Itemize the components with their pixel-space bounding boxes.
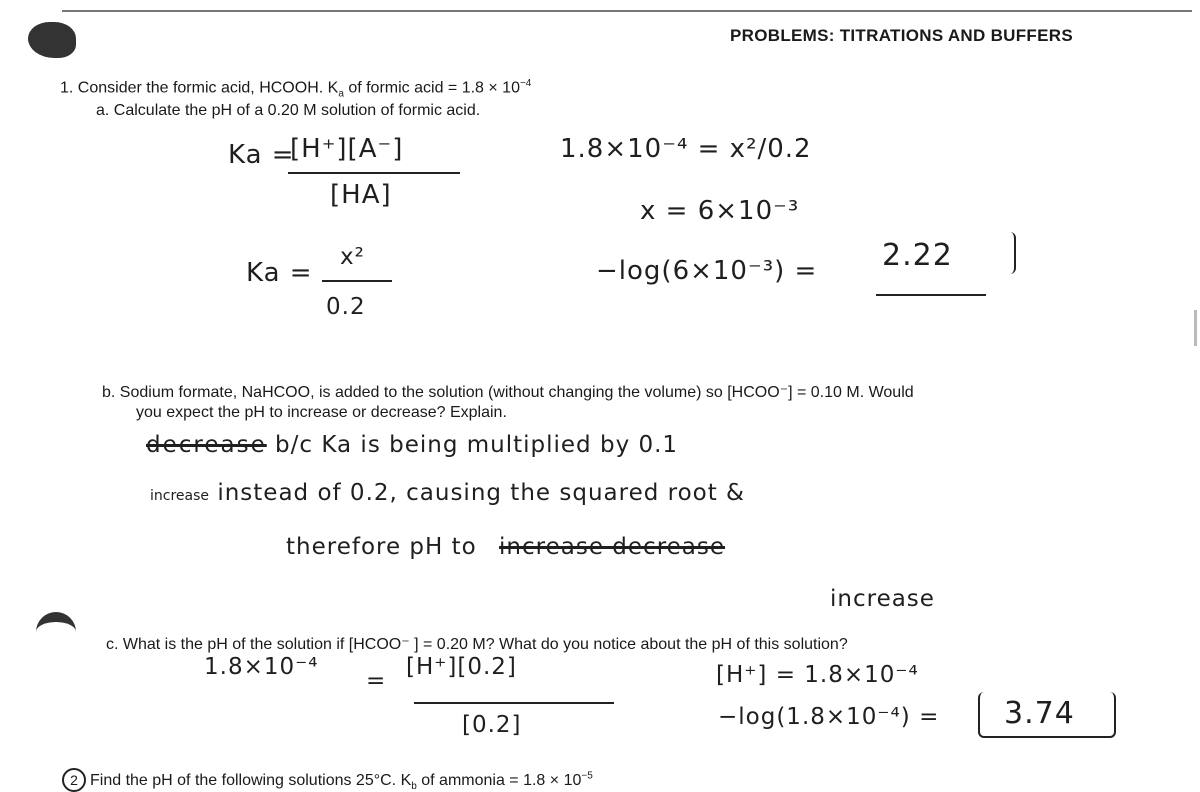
- q1-stem: [60, 78, 531, 100]
- q1a-ka2-lhs: Ka =: [246, 258, 313, 288]
- q2-stem-text: Find the pH of the following solutions 25°C. K: [90, 772, 412, 789]
- q1c-denominator: [0.2]: [462, 712, 522, 738]
- q1-stem-tail: of formic acid = 1.8 × 10: [343, 79, 520, 97]
- q1a-ka2-denominator: 0.2: [326, 294, 366, 320]
- q1a-answer-underline: [876, 294, 986, 296]
- q1b-answer-line3: [286, 534, 725, 560]
- q1c-log: −log(1.8×10⁻⁴) =: [718, 704, 940, 730]
- q1c-answer: 3.74: [1004, 696, 1075, 731]
- q1b-struck-word-2: increase decrease: [499, 534, 726, 560]
- q1a-eq2: x = 6×10⁻³: [640, 196, 800, 226]
- q1a-ka-denominator: [HA]: [330, 180, 392, 210]
- margin-mark: [1194, 310, 1197, 346]
- q1b-answer-line2: [150, 480, 745, 506]
- q1c-fraction-bar: [414, 702, 614, 704]
- q1a-ka-fraction-bar: [288, 172, 460, 174]
- q1-stem-exp: −4: [519, 78, 532, 89]
- hole-punch-mid: [36, 612, 76, 652]
- q1c-h-equation: [H⁺] = 1.8×10⁻⁴: [716, 662, 919, 688]
- q2-stem-sub: b: [411, 781, 417, 792]
- q2-number-circle: 2: [62, 768, 86, 792]
- top-rule: [62, 10, 1192, 12]
- q1a-ka-numerator: [H⁺][A⁻]: [290, 134, 404, 164]
- q1a-answer: 2.22: [882, 238, 953, 273]
- q1a-ka2-fraction-bar: [322, 280, 392, 282]
- q1-stem-sub: a: [338, 88, 344, 100]
- q2-stem-tail: of ammonia = 1.8 × 10: [416, 772, 582, 789]
- q1c-label: c. What is the pH of the solution if [HCOO⁻ ] = 0.20 M? What do you notice about the pH of this solution?: [106, 636, 848, 653]
- q1-stem-text: 1. Consider the formic acid, HCOOH. K: [60, 79, 339, 97]
- q1b-answer-line2-a: increase: [150, 488, 210, 504]
- hole-punch-top: [28, 22, 76, 58]
- q2-stem: [62, 768, 593, 792]
- q1b-label-line2: you expect the pH to increase or decrease? Explain.: [136, 404, 507, 421]
- q1b-answer-line3-text: therefore pH to: [286, 534, 477, 560]
- q1c-lhs: 1.8×10⁻⁴: [204, 654, 319, 680]
- q1a-eq1: 1.8×10⁻⁴ = x²/0.2: [560, 134, 812, 164]
- q1a-ka-lhs: Ka =: [228, 140, 295, 170]
- q1b-label: b. Sodium formate, NaHCOO, is added to the solution (without changing the volume) so [HCOO⁻] = 0.10 M. Would: [102, 384, 914, 401]
- q1b-struck-word-1: decrease: [146, 432, 267, 458]
- q1a-label: a. Calculate the pH of a 0.20 M solution of formic acid.: [96, 102, 481, 119]
- q1a-ka2-numerator: x²: [340, 244, 365, 270]
- q1c-equals: =: [366, 668, 387, 694]
- page-title: PROBLEMS: TITRATIONS AND BUFFERS: [730, 26, 1073, 45]
- q1c-numerator: [H⁺][0.2]: [406, 654, 517, 680]
- q2-stem-exp: −5: [581, 770, 593, 782]
- q1b-answer-line2-b: instead of 0.2, causing the squared root &: [209, 480, 745, 506]
- q1a-eq3: −log(6×10⁻³) =: [596, 256, 818, 286]
- q1b-answer-line4: increase: [830, 586, 935, 612]
- q1b-answer-line1: [146, 432, 678, 458]
- q1b-answer-line1-text: b/c Ka is being multiplied by 0.1: [266, 432, 679, 458]
